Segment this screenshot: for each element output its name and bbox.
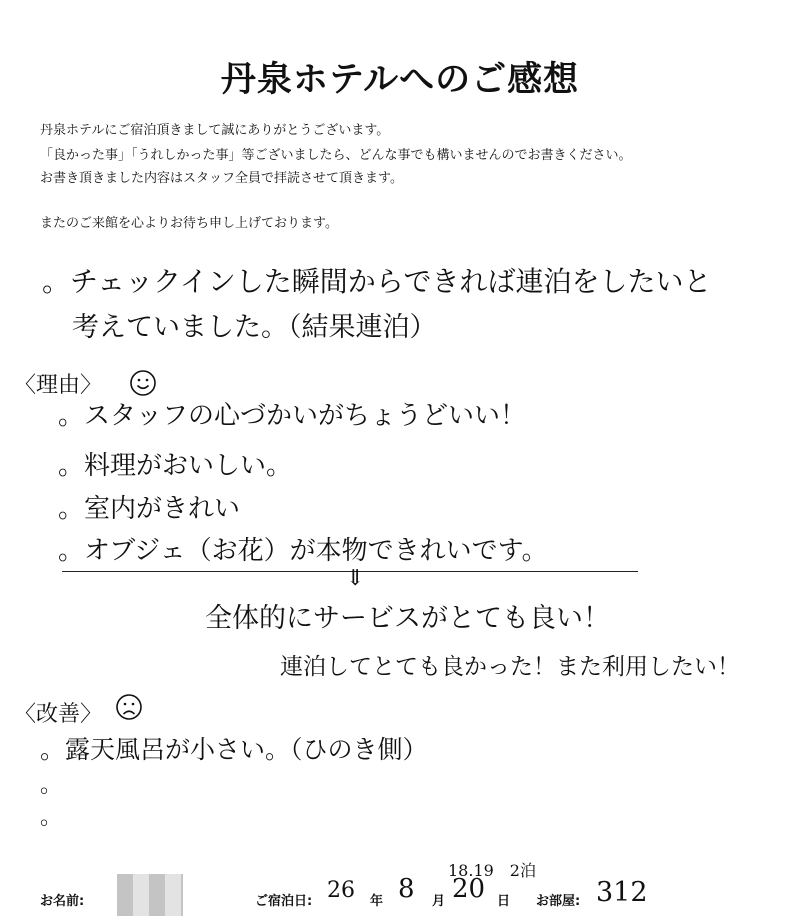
stay-month: 8	[398, 874, 415, 904]
stay-year: 26	[327, 878, 355, 903]
reason-label: 〈理由〉	[14, 373, 103, 398]
day-unit: 日	[497, 894, 511, 909]
nights-note: 18.19 2泊	[448, 861, 536, 880]
intro-line-3: お書き頂きました内容はスタッフ全員で拝読させて頂きます。	[40, 171, 403, 186]
name-label: お名前:	[40, 894, 85, 909]
arrow-mark: ⇓	[346, 566, 365, 591]
handwritten-opening-1: 。チェックインした瞬間からできれば連泊をしたいと	[42, 265, 712, 298]
frown-face-icon	[114, 692, 144, 722]
reason-item: 。室内がきれい	[58, 494, 241, 524]
year-unit: 年	[370, 894, 384, 909]
empty-bullet: 。	[40, 773, 63, 798]
improvement-item: 。露天風呂が小さい。（ひのき側）	[40, 735, 428, 764]
stay-day: 20	[452, 874, 486, 904]
intro-line-4: またのご来館を心よりお待ち申し上げております。	[40, 216, 338, 231]
page-title: 丹泉ホテルへのご感想	[220, 60, 580, 100]
intro-line-1: 丹泉ホテルにご宿泊頂きまして誠にありがとうございます。	[40, 123, 390, 138]
redacted-name	[117, 874, 183, 916]
reason-item: 。スタッフの心づかいがちょうどいい！	[58, 401, 527, 431]
room-label: お部屋:	[536, 894, 581, 909]
improve-label: 〈改善〉	[14, 702, 103, 727]
stay-date-label: ご宿泊日:	[255, 894, 313, 909]
handwritten-opening-2: 考えていました。（結果連泊）	[72, 312, 437, 343]
month-unit: 月	[432, 894, 446, 909]
intro-line-2: 「良かった事」「うれしかった事」等ございましたら、どんな事でも構いませんのでお書きください。	[40, 148, 632, 163]
overall-comment: 全体的にサービスがとても良い！	[205, 603, 610, 634]
empty-bullet: 。	[40, 805, 63, 830]
reason-item: 。オブジェ（お花）が本物できれいです。	[58, 536, 548, 566]
return-comment: 連泊してとても良かった！また利用したい！	[280, 654, 740, 680]
room-number: 312	[596, 877, 648, 908]
reason-item: 。料理がおいしい。	[58, 451, 293, 481]
smile-face-icon	[128, 368, 158, 398]
